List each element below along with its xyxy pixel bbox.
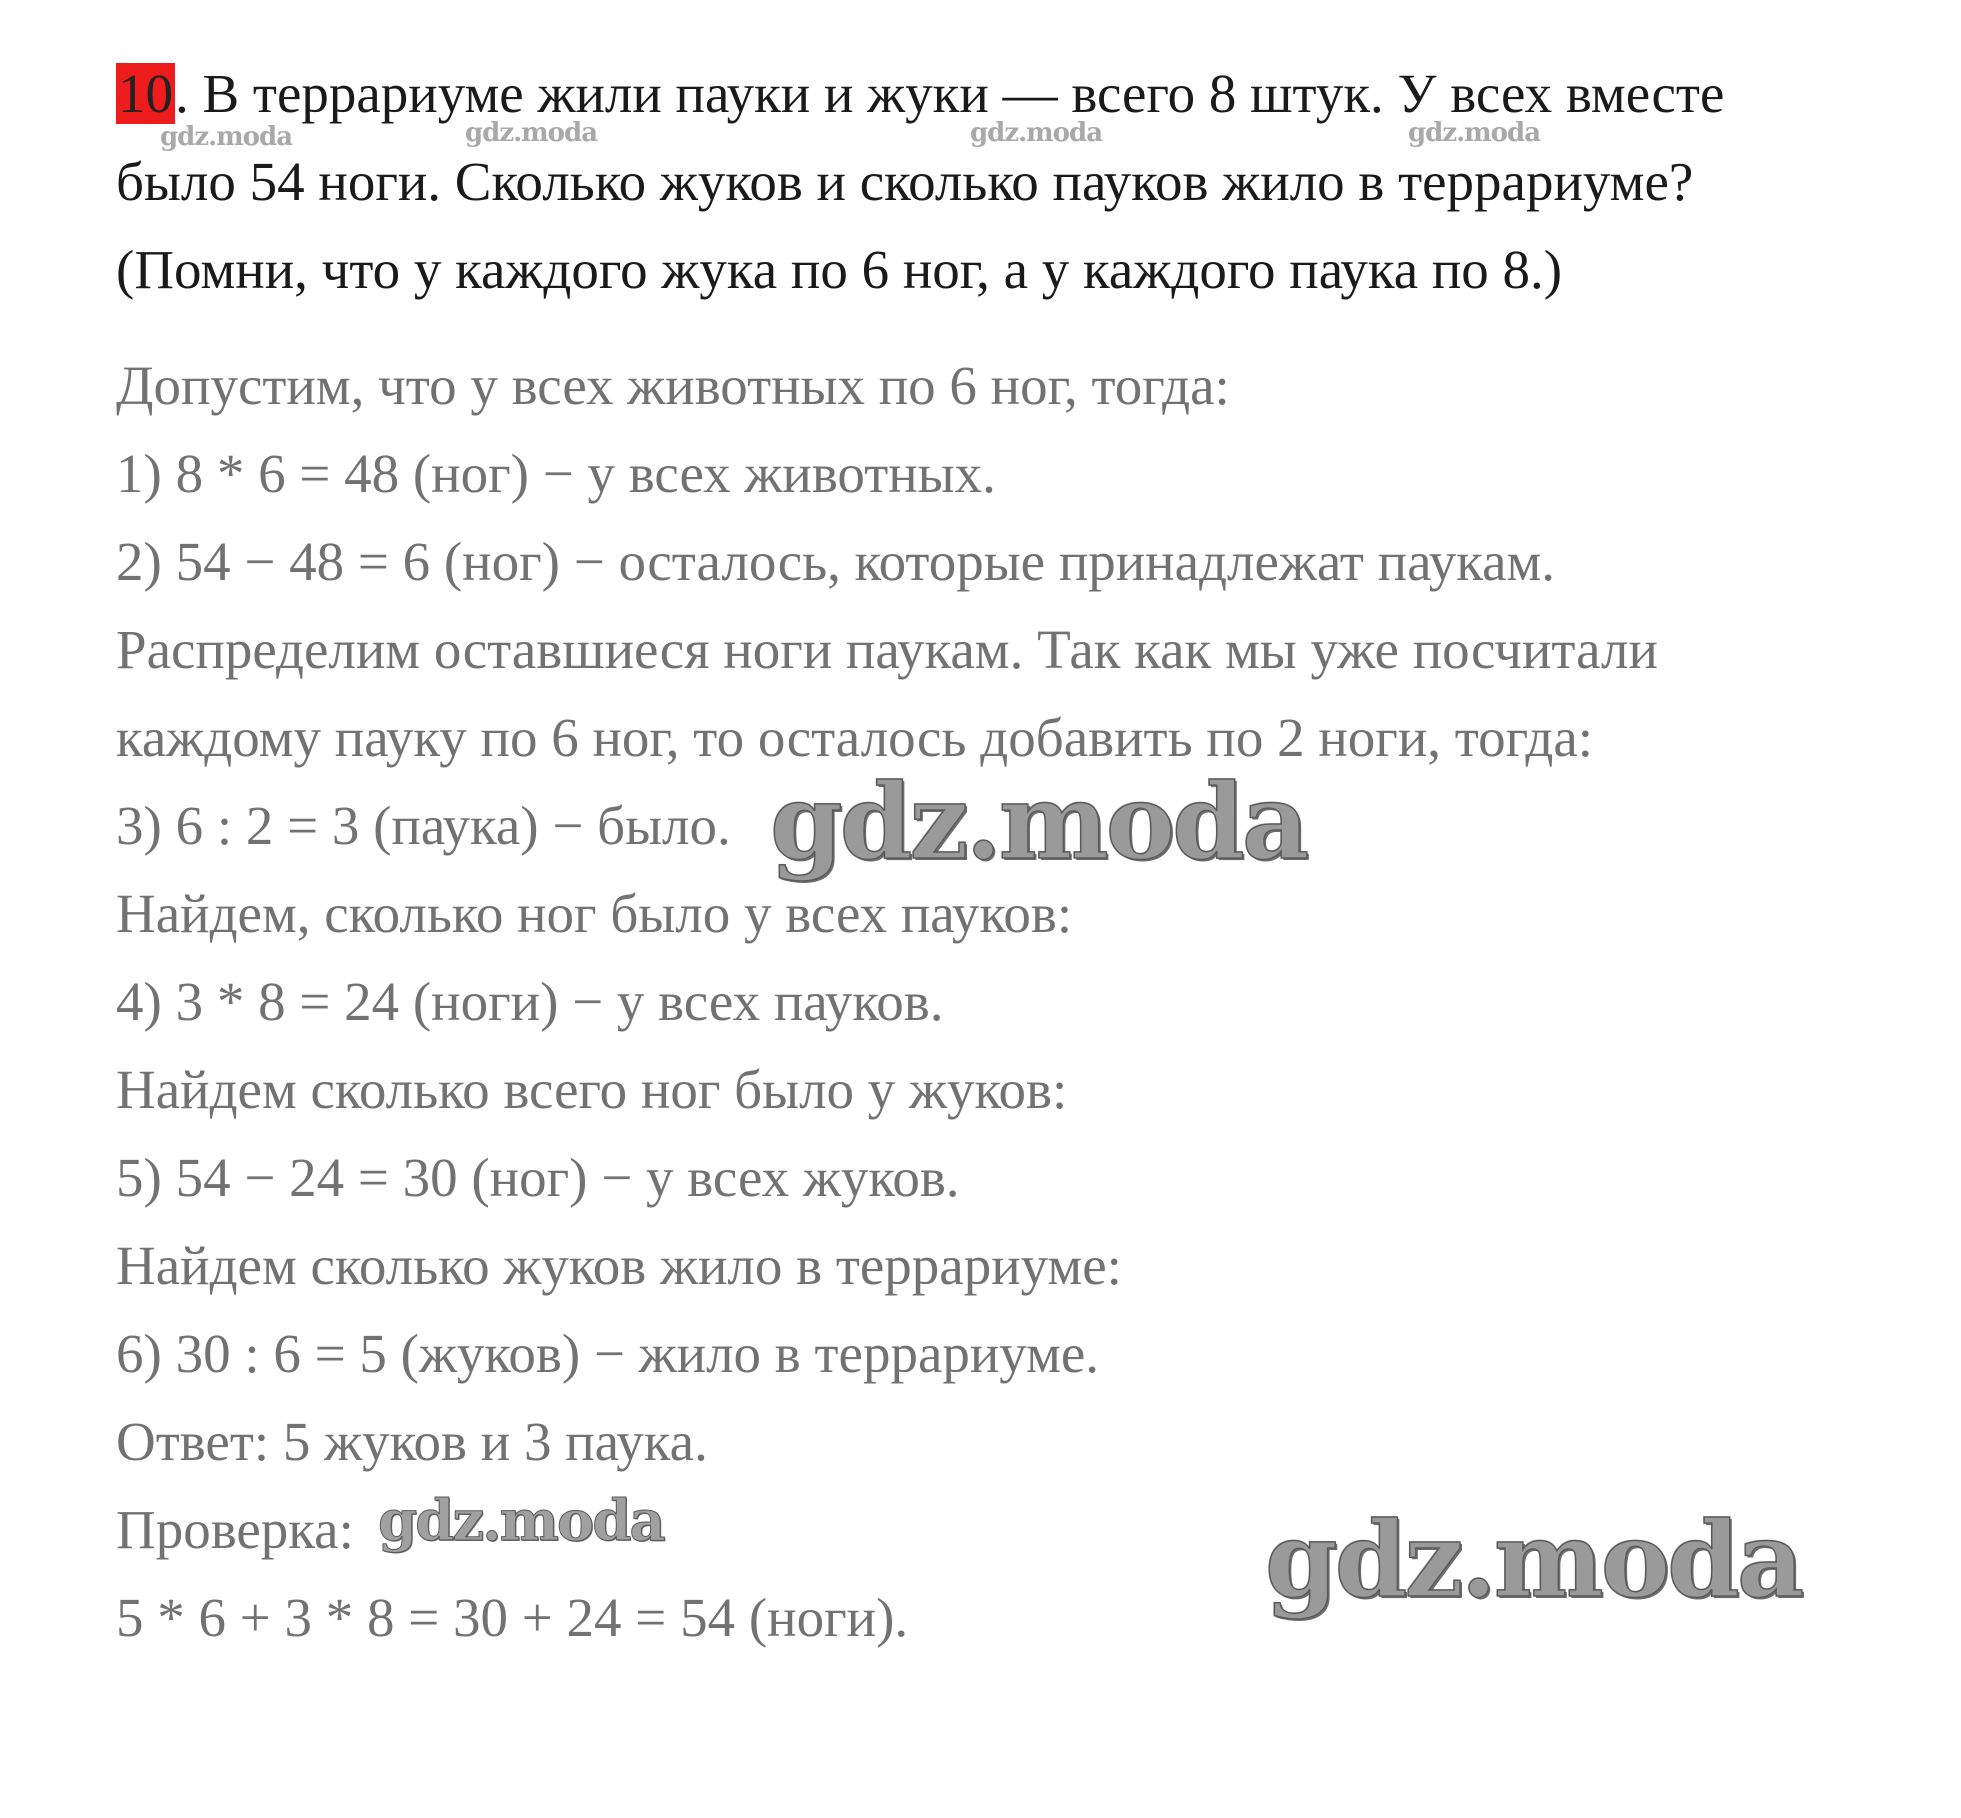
problem-text-1: . В террариуме жили пауки и жуки — всего 8 штук. У всех вместе bbox=[175, 63, 1725, 124]
watermark-large-bottom: gdz.moda bbox=[1265, 1498, 1802, 1621]
watermark-medium: gdz.moda bbox=[378, 1488, 664, 1554]
watermark-small-3: gdz.moda bbox=[970, 118, 1103, 148]
solution-line-2: 1) 8 * 6 = 48 (ног) − у всех животных. bbox=[116, 443, 996, 504]
solution-line-11: Найдем сколько жуков жило в террариуме: bbox=[116, 1235, 1122, 1296]
solution-text bbox=[116, 342, 1876, 1662]
problem-line-2: было 54 ноги. Сколько жуков и сколько пауков жило в террариуме? bbox=[116, 151, 1694, 212]
watermark-small-1: gdz.moda bbox=[160, 122, 293, 152]
solution-line-5: каждому пауку по 6 ног, то осталось добавить по 2 ноги, тогда: bbox=[116, 707, 1594, 768]
problem-statement bbox=[116, 50, 1876, 314]
solution-line-3: 2) 54 − 48 = 6 (ног) − осталось, которые принадлежат паукам. bbox=[116, 531, 1556, 592]
watermark-small-4: gdz.moda bbox=[1408, 118, 1541, 148]
solution-check-label: Проверка: bbox=[116, 1499, 354, 1560]
solution-line-12: 6) 30 : 6 = 5 (жуков) − жило в террариуме. bbox=[116, 1323, 1100, 1384]
solution-line-4: Распределим оставшиеся ноги паукам. Так как мы уже посчитали bbox=[116, 619, 1658, 680]
solution-line-9: Найдем сколько всего ног было у жуков: bbox=[116, 1059, 1068, 1120]
solution-line-10: 5) 54 − 24 = 30 (ног) − у всех жуков. bbox=[116, 1147, 960, 1208]
watermark-small-2: gdz.moda bbox=[465, 118, 598, 148]
solution-line-7: Найдем, сколько ног было у всех пауков: bbox=[116, 883, 1073, 944]
problem-number-badge: 10 bbox=[118, 63, 173, 124]
solution-line-1: Допустим, что у всех животных по 6 ног, тогда: bbox=[116, 355, 1230, 416]
solution-line-6: 3) 6 : 2 = 3 (паука) − было. bbox=[116, 795, 731, 856]
problem-line-3: (Помни, что у каждого жука по 6 ног, а у каждого паука по 8.) bbox=[116, 239, 1563, 300]
solution-line-8: 4) 3 * 8 = 24 (ноги) − у всех пауков. bbox=[116, 971, 944, 1032]
watermark-large-center: gdz.moda bbox=[770, 760, 1307, 883]
solution-answer: Ответ: 5 жуков и 3 паука. bbox=[116, 1411, 708, 1472]
solution-check-formula: 5 * 6 + 3 * 8 = 30 + 24 = 54 (ноги). bbox=[116, 1587, 909, 1648]
